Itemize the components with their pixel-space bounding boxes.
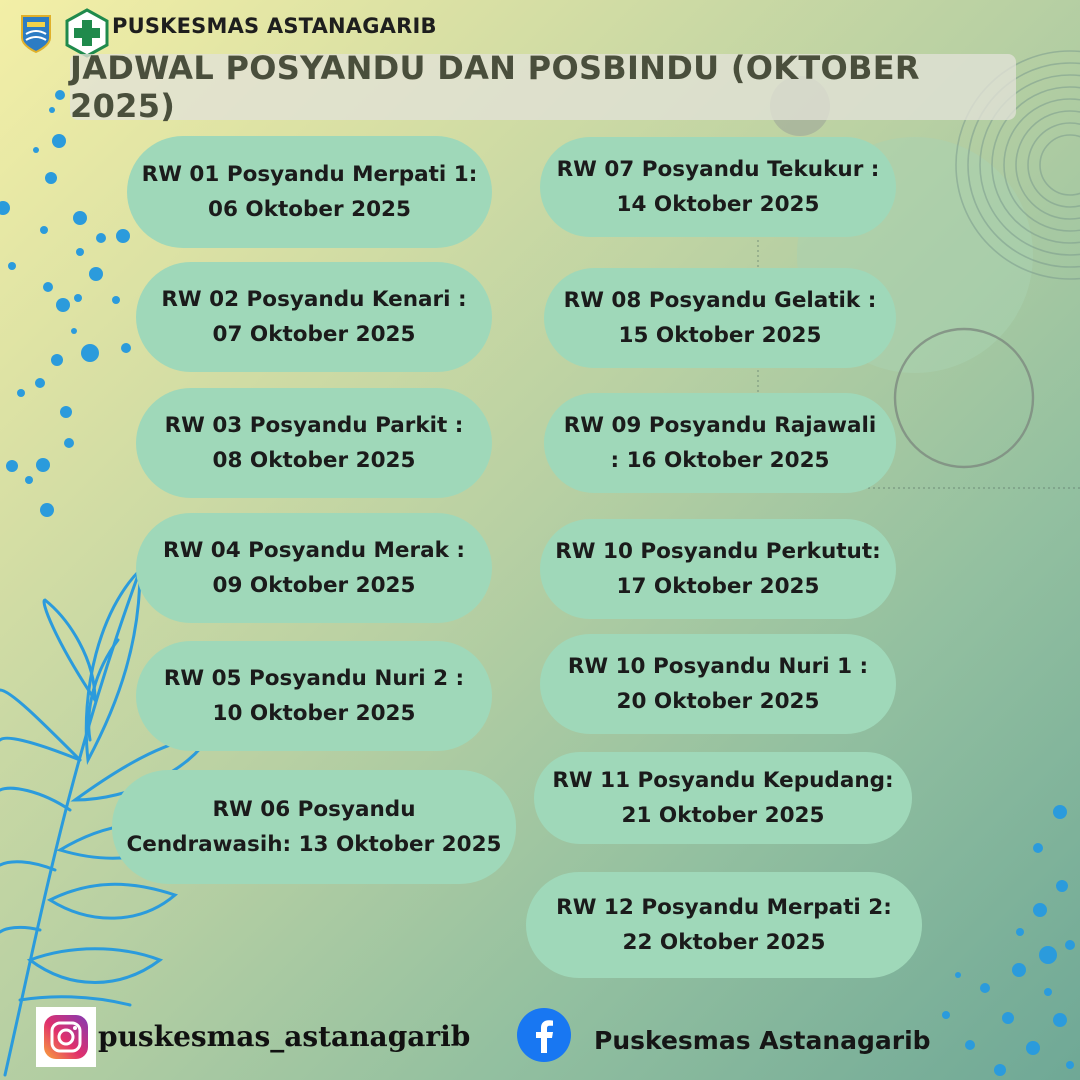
schedule-item-date: 17 Oktober 2025	[616, 574, 820, 599]
schedule-item-date: 06 Oktober 2025	[208, 197, 411, 222]
schedule-item	[136, 262, 492, 372]
schedule-item	[526, 872, 922, 978]
schedule-item	[540, 137, 896, 237]
schedule-item	[112, 770, 516, 884]
schedule-item-date: 08 Oktober 2025	[212, 448, 416, 473]
schedule-item-date: 07 Oktober 2025	[212, 322, 416, 347]
schedule-item-label: RW 08 Posyandu Gelatik :	[563, 288, 877, 313]
schedule-item	[544, 393, 896, 493]
schedule-item-label: RW 12 Posyandu Merpati 2:	[556, 895, 892, 920]
schedule-item	[534, 752, 912, 844]
organization-name: PUSKESMAS ASTANAGARIB	[112, 14, 437, 38]
facebook-name[interactable]: Puskesmas Astanagarib	[594, 1026, 931, 1055]
schedule-item	[136, 388, 492, 498]
schedule-item-date: 21 Oktober 2025	[621, 803, 825, 828]
schedule-item	[544, 268, 896, 368]
instagram-icon[interactable]	[36, 1007, 96, 1067]
schedule-item	[540, 519, 896, 619]
schedule-item-date: 15 Oktober 2025	[618, 323, 822, 348]
schedule-item-date: 14 Oktober 2025	[616, 192, 820, 217]
schedule-item-label: RW 11 Posyandu Kepudang:	[552, 768, 894, 793]
schedule-item	[136, 641, 492, 751]
city-crest-logo	[18, 12, 54, 54]
schedule-item	[540, 634, 896, 734]
page-title: JADWAL POSYANDU DAN POSBINDU (OKTOBER 2025)	[70, 49, 920, 125]
schedule-item-label: RW 10 Posyandu Nuri 1 :	[567, 654, 869, 679]
schedule-item-label: RW 07 Posyandu Tekukur :	[556, 157, 880, 182]
schedule-item-date: Cendrawasih: 13 Oktober 2025	[126, 832, 502, 857]
facebook-icon[interactable]	[516, 1007, 572, 1063]
schedule-item-date: 22 Oktober 2025	[622, 930, 826, 955]
schedule-item	[127, 136, 492, 248]
schedule-item-label: RW 05 Posyandu Nuri 2 :	[163, 666, 465, 691]
schedule-item-date: : 16 Oktober 2025	[610, 448, 830, 473]
schedule-item-label: RW 04 Posyandu Merak :	[163, 538, 465, 563]
schedule-item-label: RW 01 Posyandu Merpati 1:	[141, 162, 478, 187]
schedule-item	[136, 513, 492, 623]
schedule-item-label: RW 10 Posyandu Perkutut:	[555, 539, 881, 564]
schedule-item-label: RW 02 Posyandu Kenari :	[161, 287, 467, 312]
instagram-handle[interactable]: puskesmas_astanagarib	[98, 1020, 471, 1053]
schedule-item-date: 10 Oktober 2025	[212, 701, 416, 726]
schedule-item-label: RW 03 Posyandu Parkit :	[164, 413, 464, 438]
title-banner	[70, 49, 1016, 125]
schedule-item-label: RW 09 Posyandu Rajawali	[563, 413, 877, 438]
schedule-item-date: 09 Oktober 2025	[212, 573, 416, 598]
schedule-item-label: RW 06 Posyandu	[212, 797, 416, 822]
schedule-item-date: 20 Oktober 2025	[616, 689, 820, 714]
